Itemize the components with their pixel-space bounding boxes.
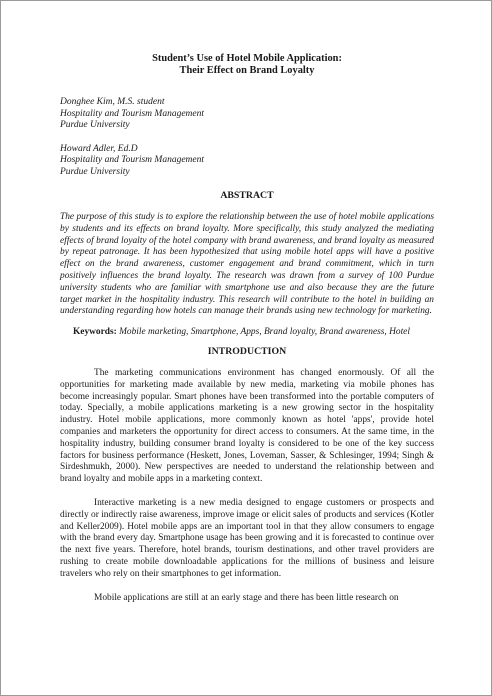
body-paragraph-1: The marketing communications environment has changed enormously. Of all the opportunities for marketing made available by new media, marketing via mobile phones has become increasingly popular. Smart phones have been transformed into the portable computers of today. Specially, a mobile applications marketing is a new growing sector in the hospitality industry. Hotel mobile applications, more commonly known as hotel 'apps', provide hotel companies and marketers the opportunity for direct access to consumers. At the same time, in the hospitality industry, building consumer brand loyalty is considered to be one of the key success factors for business performance (Heskett, Jones, Loveman, Sasser, & Schlesinger, 1994; Singh & Sirdeshmukh, 2000). New perspectives are needed to understand the relationship between and brand loyalty and mobile apps in a marketing context. [60,367,434,485]
author-name: Howard Adler, Ed.D [60,143,138,154]
keywords-text: Mobile marketing, Smartphone, Apps, Brand loyalty, Brand awareness, Hotel [116,327,410,338]
author-department: Hospitality and Tourism Management [60,155,204,165]
author-list [60,97,434,178]
abstract-text: The purpose of this study is to explore the relationship between the use of hotel mobile applications by students and its effects on brand loyalty. More specifically, this study analyzed the mediating effects of brand loyalty of the hotel company with brand awareness, and brand loyalty as measured by repeat patronage. It has been hypothesized that using mobile hotel apps will have a positive effect on the brand awareness, customer engagement and brand commitment, which in turn positively influences the brand loyalty. The research was drawn from a survey of 100 Purdue university students who are familiar with smartphone use and also because they are the future target market in the hospitality industry. This research will contribute to the hotel in building an understanding regarding how hotels can manage their brands using new technology for marketing. [60,212,434,317]
abstract-heading: ABSTRACT [220,190,274,201]
body-paragraph-3: Mobile applications are still at an early stage and there has been little research on [94,592,399,603]
author-department: Hospitality and Tourism Management [60,108,204,119]
introduction-heading: INTRODUCTION [207,345,287,357]
author-institution: Purdue University [60,166,130,177]
title-line-1: Student’s Use of Hotel Mobile Application: [152,53,342,64]
author-2 [60,144,434,179]
page-content [60,53,434,604]
author-1 [60,97,434,132]
title-line-2: Their Effect on Brand Loyalty [179,65,315,76]
author-name: Donghee Kim, M.S. student [60,97,165,107]
keywords-label: Keywords: [73,327,117,338]
author-institution: Purdue University [60,120,130,130]
paper-title [60,53,434,77]
body-paragraph-2: Interactive marketing is a new media designed to engage customers or prospects and directly or indirectly raise awareness, improve image or elicit sales of products and services (Kotler and Keller2009). Hotel mobile apps are an important tool in that they allow consumers to engage with the brand every day. Smartphone usage has been growing and it is forecasted to continue over the next five years. Therefore, hotel brands, tourism destinations, and other travel providers are rushing to create mobile downloadable applications for the millions of business and leisure travelers who rely on their smartphones to get information. [60,497,434,579]
keywords-line [60,327,434,339]
